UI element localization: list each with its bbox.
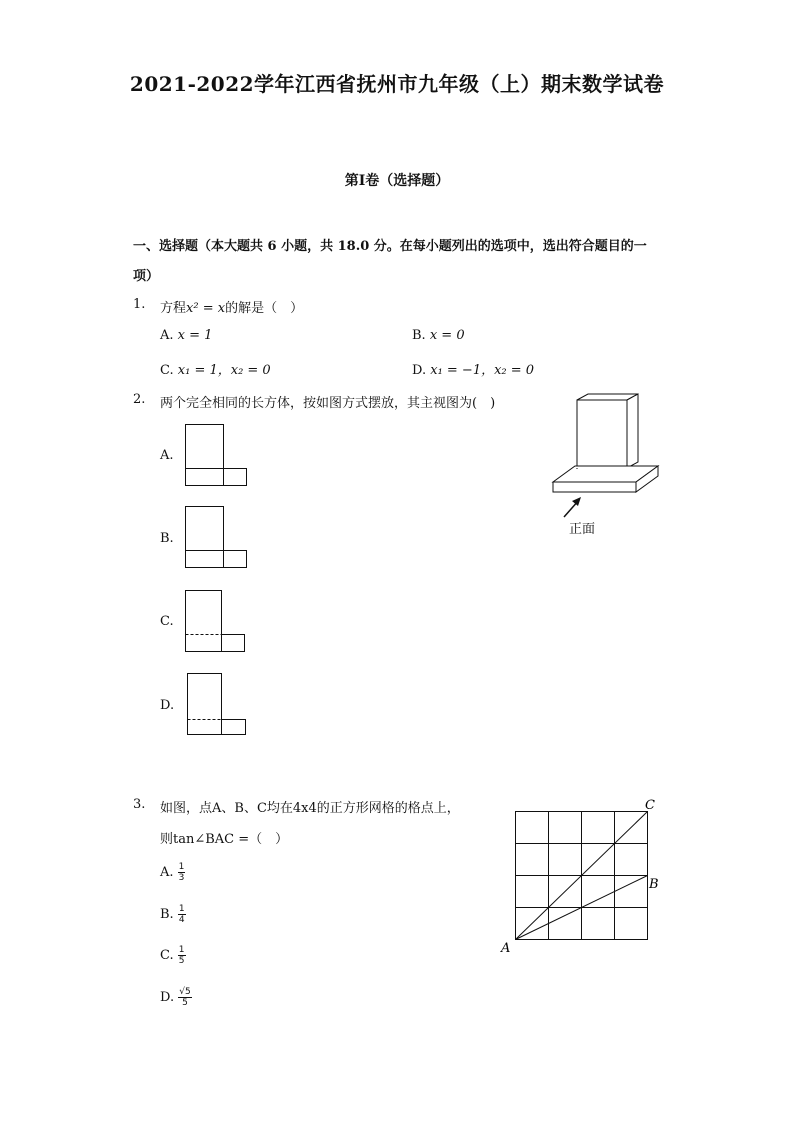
q1-option-text: x₁ = 1，x₂ = 0	[177, 363, 271, 378]
q3-option-fraction: $\frac{√5}{5}$	[179, 987, 191, 1008]
q3-option-d[interactable]	[160, 987, 192, 1008]
q2-figure-3d	[548, 390, 663, 540]
q1-option-text: x = 1	[177, 328, 213, 343]
q3-option-fraction: $\frac{1}{3}$	[178, 862, 185, 883]
q1-option-label: A.	[160, 328, 174, 343]
q3-option-b[interactable]	[160, 904, 186, 925]
q3-option-label: B.	[160, 907, 174, 922]
q1-number: 1.	[133, 297, 146, 312]
q1-stem	[160, 297, 303, 316]
q1-option-text: x₁ = −1，x₂ = 0	[430, 363, 535, 378]
q1-stem-math: x² = x	[186, 301, 226, 316]
q1-option-label: C.	[160, 363, 174, 378]
q1-option-text: x = 0	[429, 328, 465, 343]
q1-stem-suffix: 的解是（ ）	[225, 301, 304, 316]
q3-point-c-label: C	[645, 798, 655, 813]
exam-title: 2021-2022学年江西省抚州市九年级（上）期末数学试卷	[129, 72, 665, 96]
q2-option-c-label[interactable]: C.	[160, 614, 174, 629]
q1-option-d[interactable]	[412, 359, 534, 378]
q3-point-b-label: B	[649, 877, 659, 892]
q1-stem-prefix: 方程	[160, 301, 187, 316]
section-heading: 一、选择题（本大题共 6 小题，共 18.0 分。在每小题列出的选项中，选出符合题目的一项）	[133, 239, 647, 284]
q3-stem-line2: 则tan∠BAC =（ ）	[160, 832, 289, 847]
q3-point-a-label: A	[501, 941, 511, 956]
q3-stem-line1: 如图，点A、B、C均在4x4的正方形网格的格点上，	[160, 801, 460, 816]
q2-stem: 两个完全相同的长方体，按如图方式摆放，其主视图为( )	[160, 396, 496, 411]
q2-option-a-label[interactable]: A.	[160, 448, 174, 463]
q2-option-b-label[interactable]: B.	[160, 531, 174, 546]
q3-option-label: D.	[160, 990, 175, 1005]
q3-option-c[interactable]	[160, 945, 186, 966]
q2-number: 2.	[133, 392, 146, 407]
q3-number: 3.	[133, 797, 146, 812]
q2-option-d-figure[interactable]	[187, 673, 251, 737]
q2-option-d-label[interactable]: D.	[160, 698, 175, 713]
q1-option-c[interactable]	[160, 359, 271, 378]
q3-option-fraction: $\frac{1}{4}$	[178, 904, 185, 925]
q2-option-a-figure[interactable]	[185, 424, 249, 488]
q1-option-label: B.	[412, 328, 426, 343]
part-title: 第Ⅰ卷（选择题）	[344, 173, 450, 189]
q3-grid-figure	[500, 795, 670, 960]
q2-option-c-figure[interactable]	[185, 590, 249, 654]
q2-option-b-figure[interactable]	[185, 506, 249, 570]
q1-option-b[interactable]	[412, 328, 465, 343]
q3-option-fraction: $\frac{1}{5}$	[178, 945, 185, 966]
q3-option-label: C.	[160, 948, 174, 963]
q1-option-label: D.	[412, 363, 427, 378]
q2-front-label: 正面	[569, 522, 596, 537]
q1-option-a[interactable]	[160, 328, 212, 343]
q3-option-label: A.	[160, 865, 174, 880]
q3-option-a[interactable]	[160, 862, 185, 883]
